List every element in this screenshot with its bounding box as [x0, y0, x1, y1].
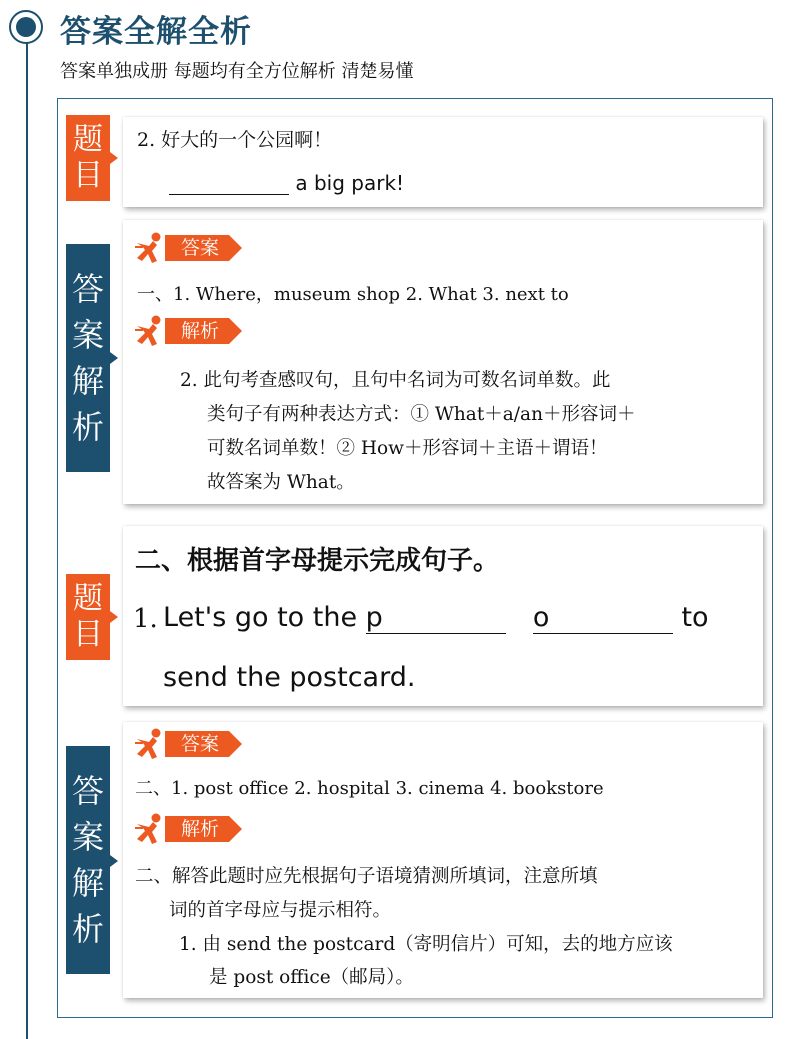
tag-char: 案 [71, 316, 104, 354]
runner-icon [135, 812, 167, 846]
sentence-text: to [681, 602, 709, 633]
runner-icon [135, 727, 167, 761]
explanation-line: 类句子有两种表达方式：① What＋a/an＋形容词＋ [207, 404, 636, 425]
explanation-line: 可数名词单数！② How＋形容词＋主语＋谓语！ [207, 438, 608, 459]
page-subtitle: 答案单独成册 每题均有全方位解析 清楚易懂 [60, 61, 414, 82]
answer-badge [135, 233, 229, 263]
section-title: 二、根据首字母提示完成句子。 [135, 546, 500, 576]
answer-blank[interactable] [366, 602, 506, 634]
bullet-dot-icon [16, 17, 36, 37]
tag-char: 解 [71, 362, 104, 400]
timeline-line [26, 38, 28, 1039]
explain-badge [135, 814, 229, 844]
hint-letter: o [532, 602, 550, 633]
tag-arrow-icon [110, 152, 118, 164]
runner-icon [135, 314, 167, 348]
page-title: 答案全解全析 [60, 14, 252, 50]
question-card [123, 526, 763, 706]
sentence-text: a big park! [295, 171, 405, 195]
answer-text: 一、1. Where，museum shop 2. What 3. next to [137, 284, 569, 305]
explanation-line: 词的首字母应与提示相符。 [169, 900, 392, 921]
explanation-line: 1. 由 send the postcard（寄明信片）可知，去的地方应该 [179, 934, 673, 955]
tag-arrow-icon [110, 611, 118, 623]
explanation-line: 二、解答此题时应先根据句子语境猜测所填词，注意所填 [135, 866, 598, 887]
explanation-line: 2. 此句考查感叹句，且句中名词为可数名词单数。此 [180, 370, 611, 391]
tag-arrow-icon [110, 352, 118, 364]
explain-badge [135, 316, 229, 346]
tag-char: 题 [73, 122, 103, 157]
tag-char: 目 [73, 617, 103, 652]
question-sentence [169, 171, 404, 195]
analysis-tag [66, 746, 110, 974]
tag-char: 题 [73, 581, 103, 616]
answer-blank[interactable] [533, 602, 673, 634]
explanation-line: 是 post office（邮局）。 [209, 967, 414, 988]
question-number: 1. [133, 604, 158, 634]
answer-text: 二、1. post office 2. hospital 3. cinema 4. bookstore [135, 778, 604, 799]
explain-badge-label: 解析 [165, 816, 229, 842]
answer-blank[interactable] [169, 174, 289, 195]
explain-badge-label: 解析 [165, 318, 229, 344]
runner-icon [135, 231, 167, 265]
question-tag [66, 115, 110, 201]
tag-char: 析 [71, 910, 104, 948]
analysis-card [123, 722, 763, 998]
answer-badge-label: 答案 [165, 235, 229, 261]
tag-char: 案 [71, 818, 104, 856]
answer-badge-label: 答案 [165, 731, 229, 757]
tag-char: 答 [71, 772, 104, 810]
explanation-line: 故答案为 What。 [207, 472, 355, 493]
analysis-card [123, 220, 763, 504]
analysis-tag [66, 244, 110, 472]
tag-char: 答 [71, 270, 104, 308]
answer-badge [135, 729, 229, 759]
tag-char: 目 [73, 158, 103, 193]
hint-letter: p [365, 602, 383, 633]
question-card [123, 117, 763, 207]
question-sentence-cont: send the postcard. [163, 662, 416, 693]
tag-char: 析 [71, 408, 104, 446]
question-sentence [163, 602, 709, 634]
tag-arrow-icon [110, 855, 118, 867]
question-tag [66, 574, 110, 660]
tag-char: 解 [71, 864, 104, 902]
question-text: 2. 好大的一个公园啊！ [137, 129, 333, 151]
sentence-text: Let's go to the [163, 602, 358, 633]
